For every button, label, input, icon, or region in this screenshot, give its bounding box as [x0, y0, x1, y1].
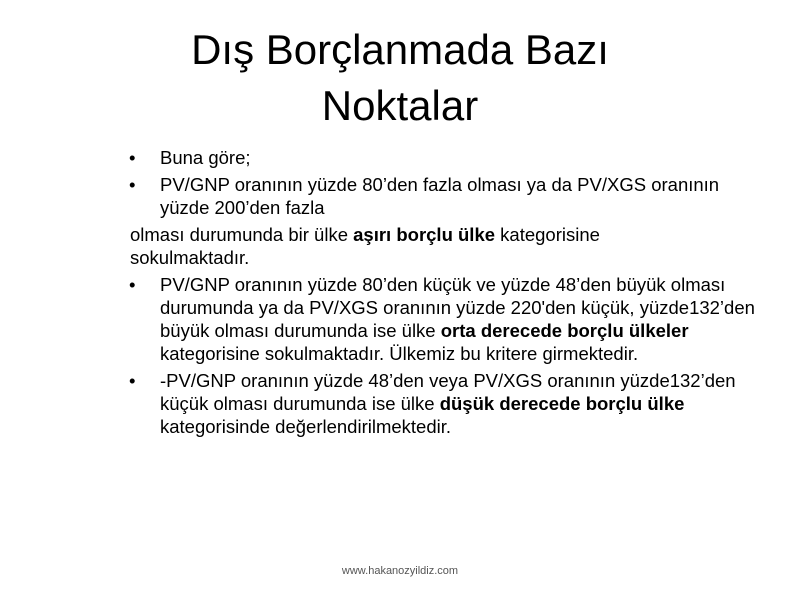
bullet-item-3	[0, 273, 800, 365]
slide-body	[0, 146, 800, 442]
bullet-text: kategorisine sokulmaktadır. Ülkemiz bu kritere girmektedir.	[160, 343, 639, 364]
bullet-dot-icon: •	[129, 147, 136, 168]
slide-title-line-2: Noktalar	[321, 82, 479, 129]
continuation-paragraph	[0, 223, 800, 269]
bullet-text: -PV/GNP oranının yüzde 48’den veya PV/XGS oranının yüzde132’den küçük olması durumunda ise ülke	[160, 370, 736, 414]
slide-title	[0, 22, 800, 134]
bullet-dot-icon: •	[129, 174, 136, 195]
paragraph-text: kategorisine	[495, 224, 600, 245]
bullet-item-2	[0, 173, 800, 219]
paragraph-text: sokulmaktadır.	[130, 247, 250, 268]
bullet-dot-icon: •	[129, 274, 136, 295]
bullet-text: PV/GNP oranının yüzde 80’den küçük ve yüzde 48’den büyük olması durumunda ya da PV/XGS oranının yüzde 220'den küçük, yüzde132’den büyük olması durumunda ise ülke	[160, 274, 755, 341]
bullet-item-4	[0, 369, 800, 438]
highlight-term: aşırı borçlu ülke	[353, 224, 496, 245]
bullet-text: kategorisinde değerlendirilmektedir.	[160, 416, 452, 437]
bullet-text: Buna göre;	[160, 147, 251, 168]
footer-website: www.hakanozyildiz.com	[341, 565, 459, 577]
paragraph-text: olması durumunda bir ülke	[130, 224, 354, 245]
bullet-text: PV/GNP oranının yüzde 80’den fazla olması ya da PV/XGS oranının yüzde 200’den fazla	[160, 174, 720, 218]
highlight-term: düşük derecede borçlu ülke	[439, 393, 685, 414]
highlight-term: orta derecede borçlu ülkeler	[440, 320, 689, 341]
slide-title-line-1: Dış Borçlanmada Bazı	[191, 26, 609, 73]
bullet-dot-icon: •	[129, 370, 136, 391]
bullet-item-1	[0, 146, 800, 169]
